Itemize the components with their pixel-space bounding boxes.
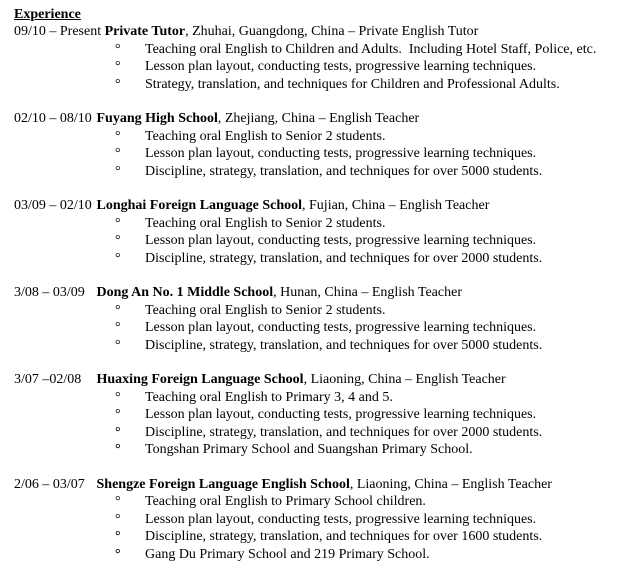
- bullet-item: [14, 41, 625, 58]
- job-location-role: , Fujian, China – English Teacher: [302, 198, 490, 214]
- bullet-text: Discipline, strategy, translation, and techniques for over 5000 students.: [145, 163, 543, 179]
- bullet-text: Teaching oral English to Children and Adults. Including Hotel Staff, Police, etc.: [145, 41, 597, 57]
- bullet-item: [14, 389, 625, 406]
- job-header: [14, 197, 625, 214]
- job-entry: [14, 476, 625, 563]
- bullet-text: Tongshan Primary School and Suangshan Primary School.: [145, 442, 473, 458]
- bullet-item: [14, 215, 625, 232]
- job-bullets: [14, 493, 625, 563]
- job-date: 03/09 – 02/10: [14, 198, 92, 214]
- bullet-item: [14, 441, 625, 458]
- bullet-item: [14, 337, 625, 354]
- bullet-item: [14, 424, 625, 441]
- bullet-text: Lesson plan layout, conducting tests, progressive learning techniques.: [145, 320, 537, 336]
- job-location-role: , Liaoning, China – English Teacher: [303, 372, 506, 388]
- job-header: [14, 110, 625, 127]
- job-entry: [14, 197, 625, 267]
- bullet-text: Teaching oral English to Senior 2 students.: [145, 215, 386, 231]
- job-date: 2/06 – 03/07: [14, 476, 85, 492]
- bullet-item: [14, 546, 625, 563]
- bullet-text: Teaching oral English to Senior 2 students.: [145, 302, 386, 318]
- bullet-text: Lesson plan layout, conducting tests, progressive learning techniques.: [145, 59, 537, 75]
- job-bullets: [14, 128, 625, 180]
- bullet-item: [14, 145, 625, 162]
- job-company: Fuyang High School: [96, 111, 218, 127]
- bullet-text: Teaching oral English to Primary School children.: [145, 494, 426, 510]
- bullet-item: [14, 250, 625, 267]
- job-header: [14, 284, 625, 301]
- bullet-item: [14, 302, 625, 319]
- bullet-marker-icon: °: [115, 337, 121, 353]
- bullet-item: [14, 232, 625, 249]
- bullet-item: [14, 406, 625, 423]
- bullet-text: Discipline, strategy, translation, and techniques for over 2000 students.: [145, 424, 543, 440]
- job-entry: [14, 23, 625, 93]
- bullet-text: Discipline, strategy, translation, and techniques for over 2000 students.: [145, 250, 543, 266]
- bullet-marker-icon: °: [115, 529, 121, 545]
- bullet-marker-icon: °: [115, 128, 121, 144]
- bullet-text: Lesson plan layout, conducting tests, progressive learning techniques.: [145, 511, 537, 527]
- bullet-marker-icon: °: [115, 407, 121, 423]
- bullet-marker-icon: °: [115, 511, 121, 527]
- job-company: Huaxing Foreign Language School: [96, 372, 304, 388]
- job-bullets: [14, 389, 625, 459]
- bullet-text: Teaching oral English to Primary 3, 4 and 5.: [145, 389, 393, 405]
- bullet-marker-icon: °: [115, 76, 121, 92]
- bullet-marker-icon: °: [115, 320, 121, 336]
- bullet-marker-icon: °: [115, 163, 121, 179]
- bullet-marker-icon: °: [115, 233, 121, 249]
- job-date: 3/07 –02/08: [14, 372, 82, 388]
- bullet-marker-icon: °: [115, 250, 121, 266]
- bullet-marker-icon: °: [115, 302, 121, 318]
- bullet-marker-icon: °: [115, 442, 121, 458]
- bullet-text: Lesson plan layout, conducting tests, progressive learning techniques.: [145, 407, 537, 423]
- bullet-text: Discipline, strategy, translation, and techniques for over 1600 students.: [145, 529, 543, 545]
- bullet-item: [14, 511, 625, 528]
- bullet-item: [14, 58, 625, 75]
- job-bullets: [14, 215, 625, 267]
- bullet-item: [14, 76, 625, 93]
- bullet-marker-icon: °: [115, 389, 121, 405]
- job-company: Shengze Foreign Language English School: [96, 476, 350, 492]
- bullet-text: Lesson plan layout, conducting tests, progressive learning techniques.: [145, 146, 537, 162]
- bullet-marker-icon: °: [115, 215, 121, 231]
- job-date: 09/10 – Present: [14, 24, 102, 40]
- bullet-text: Teaching oral English to Senior 2 students.: [145, 128, 386, 144]
- job-header: [14, 23, 625, 40]
- bullet-marker-icon: °: [115, 41, 121, 57]
- job-bullets: [14, 41, 625, 93]
- bullet-item: [14, 528, 625, 545]
- bullet-text: Strategy, translation, and techniques for Children and Professional Adults.: [145, 76, 560, 92]
- experience-heading: Experience: [14, 7, 81, 22]
- job-location-role: , Zhejiang, China – English Teacher: [217, 111, 420, 127]
- bullet-marker-icon: °: [115, 59, 121, 75]
- job-company: Longhai Foreign Language School: [96, 198, 303, 214]
- bullet-text: Gang Du Primary School and 219 Primary School.: [145, 546, 430, 562]
- bullet-item: [14, 493, 625, 510]
- experience-list: [14, 23, 625, 563]
- job-date: 02/10 – 08/10: [14, 111, 92, 127]
- job-header: [14, 371, 625, 388]
- bullet-item: [14, 128, 625, 145]
- bullet-marker-icon: °: [115, 494, 121, 510]
- job-header: [14, 476, 625, 493]
- job-entry: [14, 110, 625, 180]
- bullet-marker-icon: °: [115, 546, 121, 562]
- job-date: 3/08 – 03/09: [14, 285, 85, 301]
- job-bullets: [14, 302, 625, 354]
- bullet-item: [14, 319, 625, 336]
- job-company: Dong An No. 1 Middle School: [96, 285, 274, 301]
- job-location-role: , Zhuhai, Guangdong, China – Private English Tutor: [185, 24, 479, 40]
- job-company: Private Tutor: [104, 24, 186, 40]
- bullet-text: Lesson plan layout, conducting tests, progressive learning techniques.: [145, 233, 537, 249]
- bullet-text: Discipline, strategy, translation, and techniques for over 5000 students.: [145, 337, 543, 353]
- bullet-item: [14, 163, 625, 180]
- bullet-marker-icon: °: [115, 424, 121, 440]
- job-location-role: , Hunan, China – English Teacher: [273, 285, 462, 301]
- job-entry: [14, 371, 625, 458]
- job-entry: [14, 284, 625, 354]
- bullet-marker-icon: °: [115, 146, 121, 162]
- job-location-role: , Liaoning, China – English Teacher: [349, 476, 552, 492]
